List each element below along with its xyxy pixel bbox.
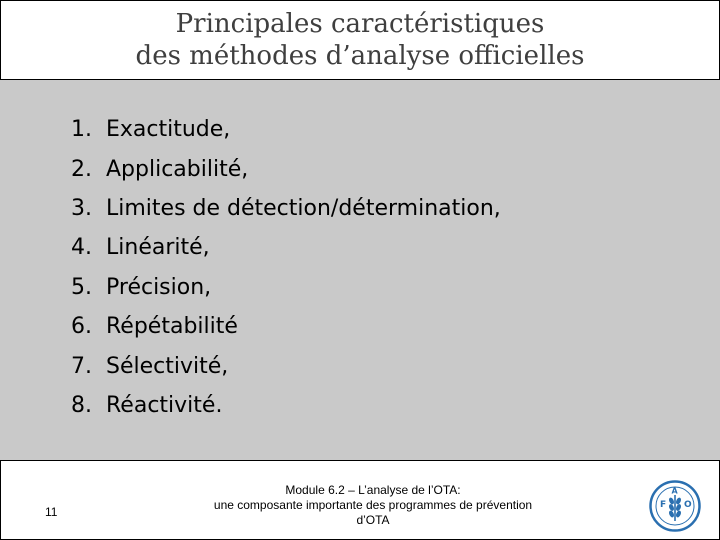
- list-item-number: 2.: [71, 156, 92, 182]
- list-item-number: 6.: [71, 314, 92, 340]
- list-item-number: 8.: [71, 392, 92, 418]
- list-item-text: Précision,: [106, 274, 212, 300]
- list-item-text: Exactitude,: [106, 117, 231, 143]
- svg-text:O: O: [684, 500, 692, 510]
- list-item-text: Limites de détection/détermination,: [106, 195, 501, 221]
- page-number: 11: [45, 505, 58, 519]
- list-item-number: 3.: [71, 195, 92, 221]
- list-item-text: Linéarité,: [106, 235, 210, 261]
- list-item: [50, 189, 690, 228]
- list-item: [50, 346, 690, 385]
- list-item: [50, 228, 690, 267]
- list-item: [50, 307, 690, 346]
- footer-line-3: d’OTA: [356, 513, 390, 527]
- list-item-number: 1.: [71, 117, 92, 143]
- list-item-number: 5.: [71, 274, 92, 300]
- list-item-text: Applicabilité,: [106, 156, 249, 182]
- characteristics-list: [50, 110, 690, 425]
- svg-text:F: F: [660, 500, 667, 510]
- list-item: [50, 149, 690, 188]
- svg-text:A: A: [671, 486, 678, 496]
- footer-line-2: une composante importante des programmes de prévention: [213, 498, 533, 512]
- list-item-text: Répétabilité: [106, 314, 238, 340]
- list-item-number: 4.: [71, 235, 92, 261]
- list-item: [50, 386, 690, 425]
- list-item: [50, 110, 690, 149]
- footer-line-1: Module 6.2 – L’analyse de l’OTA:: [285, 483, 461, 497]
- slide-title-line-2: des méthodes d’analyse officielles: [135, 41, 585, 71]
- slide-title-line-1: Principales caractéristiques: [175, 9, 545, 39]
- list-item-text: Réactivité.: [106, 392, 223, 418]
- list-item-number: 7.: [71, 353, 92, 379]
- list-item-text: Sélectivité,: [106, 353, 229, 379]
- fao-logo-icon: [649, 480, 701, 532]
- list-item: [50, 268, 690, 307]
- footer-caption: [161, 483, 585, 528]
- title-box: [0, 0, 720, 80]
- footer: [0, 460, 720, 540]
